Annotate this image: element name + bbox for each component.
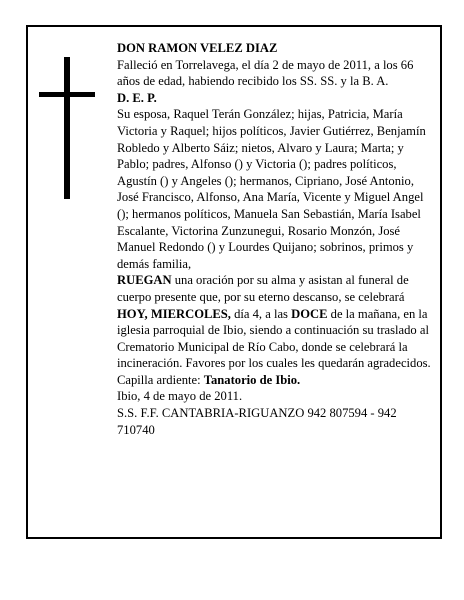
request-chapel: Tanatorio de Ibio. xyxy=(203,372,301,387)
request-ruegan: RUEGAN xyxy=(117,273,172,288)
request-text-2: día 4, a las xyxy=(230,306,292,321)
request-day: HOY, MIERCOLES, xyxy=(117,306,231,321)
request-text-3: de la mañana, en la iglesia parroquial de Ibio, siendo a continuación su traslado al Crematorio Municipal de Río Cabo, donde se celebrará la incineración. Favores por los cuales les quedarán agradecidos. Capilla ardiente: xyxy=(117,306,431,387)
death-notice: Falleció en Torrelavega, el día 2 de mayo de 2011, a los 66 años de edad, habiendo recibido los SS. SS. y la B. A. xyxy=(117,57,414,89)
obituary-frame xyxy=(26,25,442,539)
obituary-text xyxy=(117,40,435,438)
request-text-1: una oración por su alma y asistan al funeral de cuerpo presente que, por su eterno descanso, se celebrará xyxy=(117,273,409,304)
family-list: Su esposa, Raquel Terán González; hijas, Patricia, María Victoria y Raquel; hijos políticos, Javier Gutiérrez, Benjamín Robledo y Alberto Sáiz; nietos, Alvaro y Laura; Marta; y Pablo; padres, Alfonso () y Victoria (); padres políticos, Agustín () y Angeles (); hermanos, Cipriano, José Antonio, José Francisco, Alfonso, Ana María, Vicente y Miguel Angel (); hermanos políticos, Manuela San Sebastián, María Isabel Escalante, Victorina Zunzunegui, Rosario Monzón, José Manuel Redondo () y Lourdes Quijano; sobrinos, primos y demás familia, xyxy=(117,107,426,271)
funeral-request xyxy=(117,272,435,388)
deceased-name: DON RAMON VELEZ DIAZ xyxy=(117,41,278,55)
date-line: Ibio, 4 de mayo de 2011. xyxy=(117,389,243,404)
funeral-home: S.S. F.F. CANTABRIA-RIGUANZO 942 807594 - 942 710740 xyxy=(117,406,397,437)
request-hour: DOCE xyxy=(291,306,328,321)
dep-line: D. E. P. xyxy=(117,90,157,105)
cross-icon xyxy=(39,57,95,199)
